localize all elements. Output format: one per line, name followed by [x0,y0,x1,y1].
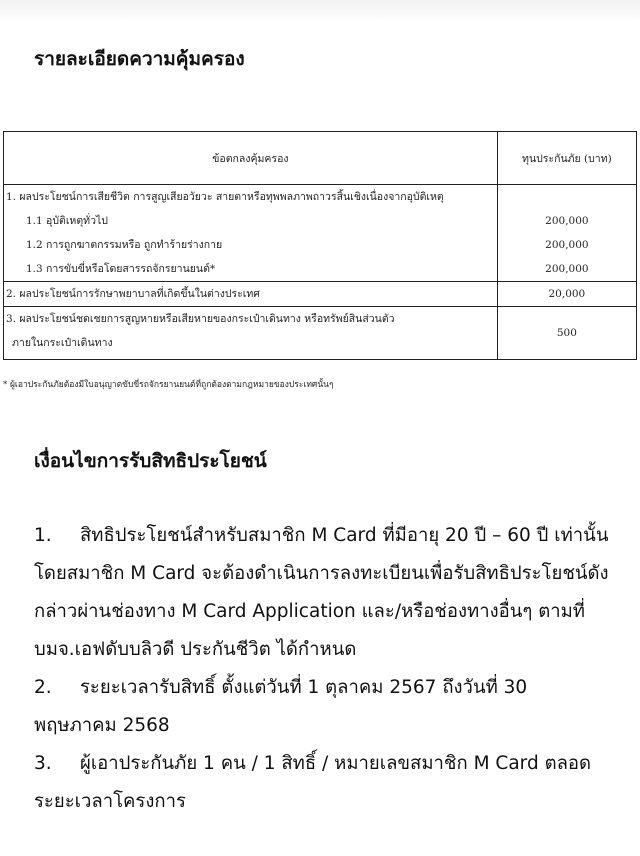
list-item-text: ระยะเวลารับสิทธิ์ ตั้งแต่วันที่ 1 ตุลาคม 2567 ถึงวันที่ 30 พฤษภาคม 2568 [34,677,528,736]
list-item [34,517,614,669]
row1-item-amount: 200,000 [545,263,589,275]
row1-item-label: 1.2 การถูกฆาตกรรมหรือ ถูกทำร้ายร่างกาย [26,239,223,251]
table-row [4,307,637,360]
row3-label-line2: ภายในกระเป๋าเดินทาง [12,337,113,349]
list-item-text: ผู้เอาประกันภัย 1 คน / 1 สิทธิ์ / หมายเลขสมาชิก M Card ตลอดระยะเวลาโครงการ [34,753,592,812]
top-shadow [0,0,640,22]
list-item-number: 1. [34,525,52,546]
list-item-text: สิทธิประโยชน์สำหรับสมาชิก M Card ที่มีอายุ 20 ปี – 60 ปี เท่านั้น โดยสมาชิก M Card จะต้องดำเนินการลงทะเบียนเพื่อรับสิทธิประโยชน์ดังกล่าวผ่านช่องทาง M Card Application และ/หรือช่องทางอื่นๆ ตามที่ บมจ.เอฟดับบลิวดี ประกันชีวิต ได้กำหนด [34,525,609,660]
amount-spacer [498,185,636,209]
list-item-number: 3. [34,753,52,774]
table-row [4,185,637,282]
conditions-section-title: เงื่อนไขการรับสิทธิประโยชน์ [34,450,267,472]
row3-amount: 500 [556,327,577,339]
list-item-number: 2. [34,677,52,698]
header-sum-insured: ทุนประกันภัย (บาท) [497,132,636,185]
row1-item-amount: 200,000 [545,239,589,251]
row1-item-amount: 200,000 [545,215,589,227]
list-item [34,669,614,745]
row3-label-line1: 3. ผลประโยชน์ชดเชยการสูญหายหรือเสียหายของกระเป๋าเดินทาง หรือทรัพย์สินส่วนตัว [6,313,395,325]
list-item [34,745,614,821]
table-header-row [4,132,637,185]
table-row [4,282,637,307]
row2-amount: 20,000 [548,288,586,300]
row1-item-label: 1.1 อุบัติเหตุทั่วไป [26,215,108,227]
row1-item-label: 1.3 การขับขี่หรือโดยสารรถจักรยานยนต์* [26,263,216,275]
row2-label: 2. ผลประโยชน์การรักษาพยาบาลที่เกิดขึ้นในต่างประเทศ [6,288,260,300]
header-coverage: ข้อตกลงคุ้มครอง [4,132,498,185]
coverage-table [3,131,637,360]
row1-title: 1. ผลประโยชน์การเสียชีวิต การสูญเสียอวัยวะ สายตาหรือทุพพลภาพถาวรสิ้นเชิงเนื่องจากอุบัติเหตุ [6,191,444,203]
coverage-section-title: รายละเอียดความคุ้มครอง [34,48,245,70]
table-footnote: * ผู้เอาประกันภัยต้องมีใบอนุญาตขับขี่รถจักรยานยนต์ที่ถูกต้องตามกฎหมายของประเทศนั้นๆ [3,380,334,390]
conditions-list [34,517,614,821]
